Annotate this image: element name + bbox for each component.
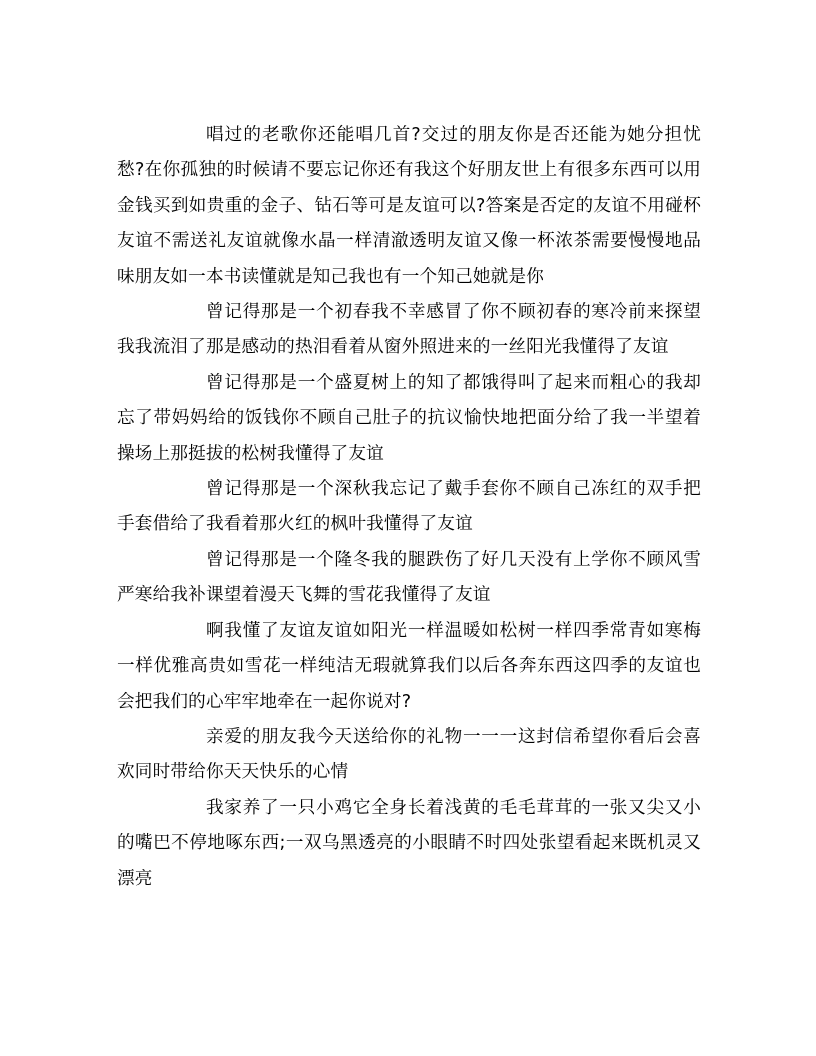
paragraph-8: 我家养了一只小鸡它全身长着浅黄的毛毛茸茸的一张又尖又小的嘴巴不停地啄东西;一双乌黑透亮的小眼睛不时四处张望看起来既机灵又漂亮: [117, 797, 701, 889]
paragraph-4: 曾记得那是一个深秋我忘记了戴手套你不顾自己冻红的双手把手套借给了我看着那火红的枫叶我懂得了友谊: [117, 479, 701, 535]
paragraph-5: 曾记得那是一个隆冬我的腿跌伤了好几天没有上学你不顾风雪严寒给我补课望着漫天飞舞的雪花我懂得了友谊: [117, 549, 701, 606]
paragraph-3: 曾记得那是一个盛夏树上的知了都饿得叫了起来而粗心的我却忘了带妈妈给的饭钱你不顾自己肚子的抗议愉快地把面分给了我一半望着操场上那挺拔的松树我懂得了友谊: [117, 372, 701, 464]
paragraph-6: 啊我懂了友谊友谊如阳光一样温暖如松树一样四季常青如寒梅一样优雅高贵如雪花一样纯洁无瑕就算我们以后各奔东西这四季的友谊也会把我们的心牢牢地牵在一起你说对?: [117, 620, 701, 712]
paragraph-7: 亲爱的朋友我今天送给你的礼物一一一这封信希望你看后会喜欢同时带给你天天快乐的心情: [117, 726, 701, 783]
paragraph-2: 曾记得那是一个初春我不幸感冒了你不顾初春的寒冷前来探望我我流泪了那是感动的热泪看着从窗外照进来的一丝阳光我懂得了友谊: [117, 302, 701, 358]
paragraph-1: 唱过的老歌你还能唱几首?交过的朋友你是否还能为她分担忧愁?在你孤独的时候请不要忘记你还有我这个好朋友世上有很多东西可以用金钱买到如贵重的金子、钻石等可是友谊可以?答案是否定的友谊不用碰杯友谊不需送礼友谊就像水晶一样清澈透明友谊又像一杯浓茶需要慢慢地品味朋友如一本书读懂就是知己我也有一个知己她就是你: [117, 125, 701, 287]
document-body: [117, 118, 701, 897]
